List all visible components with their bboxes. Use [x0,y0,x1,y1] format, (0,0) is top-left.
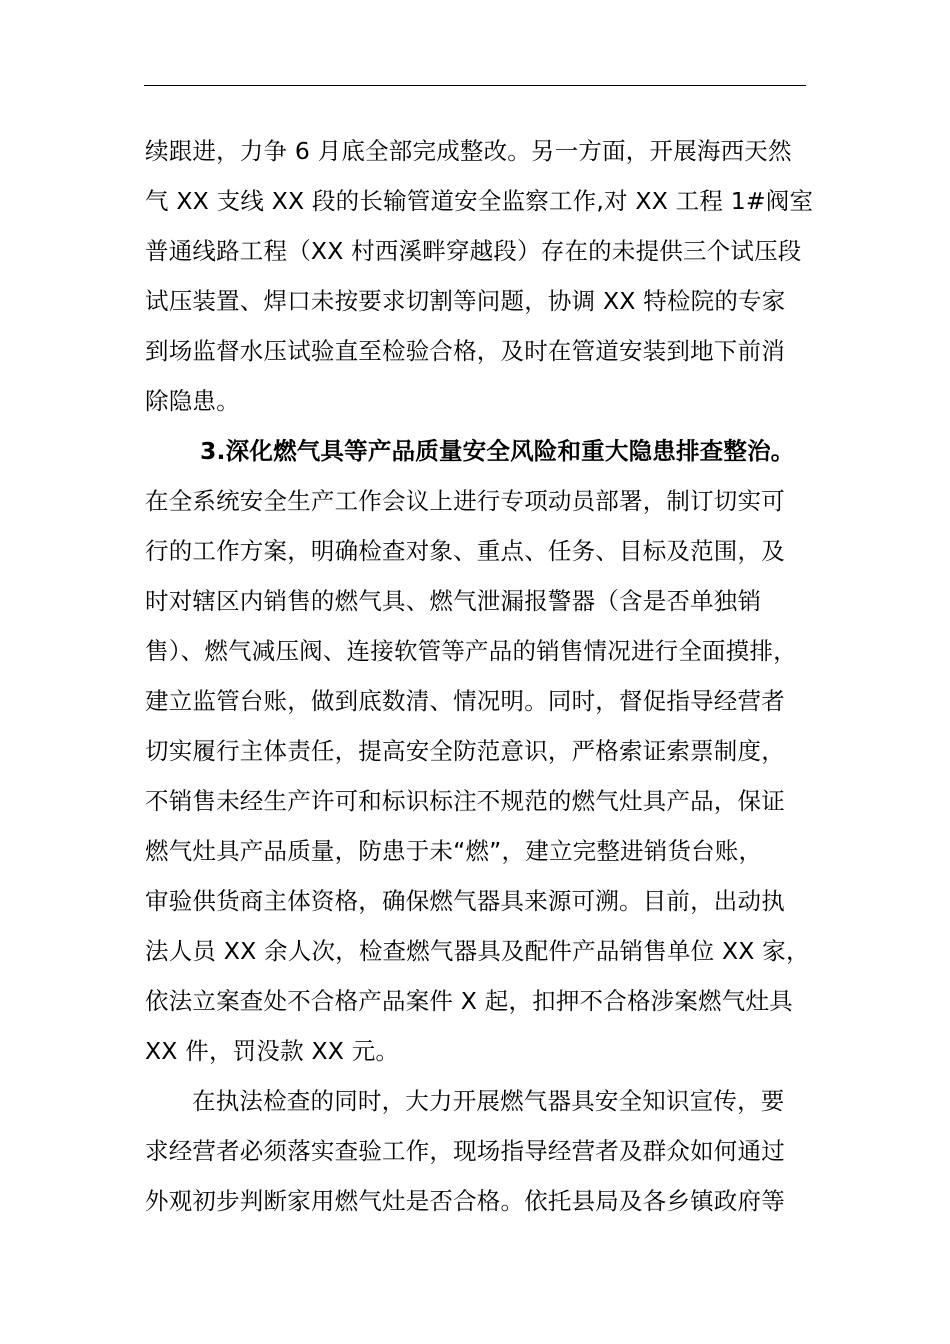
text-line: 续跟进，力争 6 月底全部完成整改。另一方面，开展海西天然 [145,137,792,165]
paragraph-first-line: 在执法检查的同时，大力开展燃气器具安全知识宣传，要 [192,1087,785,1115]
text-line: 外观初步判断家用燃气灶是否合格。依托县局及各乡镇政府等 [145,1187,785,1215]
text-line: 售）、燃气减压阀、连接软管等产品的销售情况进行全面摸排， [145,637,797,665]
text-line: 求经营者必须落实查验工作，现场指导经营者及群众如何通过 [145,1137,785,1165]
text-line: 在全系统安全生产工作会议上进行专项动员部署，制订切实可 [145,487,785,515]
text-line: XX 件，罚没款 XX 元。 [145,1037,400,1065]
text-line: 不销售未经生产许可和标识标注不规范的燃气灶具产品，保证 [145,787,785,815]
text-line: 试压装置、焊口未按要求切割等问题，协调 XX 特检院的专家 [145,287,786,315]
text-line: 到场监督水压试验直至检验合格，及时在管道安装到地下前消 [145,337,785,365]
section-heading: 3.深化燃气具等产品质量安全风险和重大隐患排查整治。 [200,437,795,465]
document-body [145,126,815,1226]
text-line: 依法立案查处不合格产品案件 X 起，扣押不合格涉案燃气灶具 [145,987,793,1015]
header-rule [144,85,806,86]
text-line: 行的工作方案，明确检查对象、重点、任务、目标及范围，及 [145,537,785,565]
text-line: 建立监管台账，做到底数清、情况明。同时，督促指导经营者 [145,687,785,715]
text-line: 普通线路工程（XX 村西溪畔穿越段）存在的未提供三个试压段 [145,237,802,265]
text-line: 法人员 XX 余人次，检查燃气器具及配件产品销售单位 XX 家， [145,937,810,965]
text-line: 时对辖区内销售的燃气具、燃气泄漏报警器（含是否单独销 [145,587,762,615]
text-line: 燃气灶具产品质量，防患于未“燃”，建立完整进销货台账， [145,837,763,865]
text-line: 除隐患。 [145,387,240,415]
text-line: 气 XX 支线 XX 段的长输管道安全监察工作,对 XX 工程 1#阀室 [145,187,814,215]
text-line: 审验供货商主体资格，确保燃气器具来源可溯。目前，出动执 [145,887,785,915]
text-line: 切实履行主体责任，提高安全防范意识，严格索证索票制度， [145,737,785,765]
